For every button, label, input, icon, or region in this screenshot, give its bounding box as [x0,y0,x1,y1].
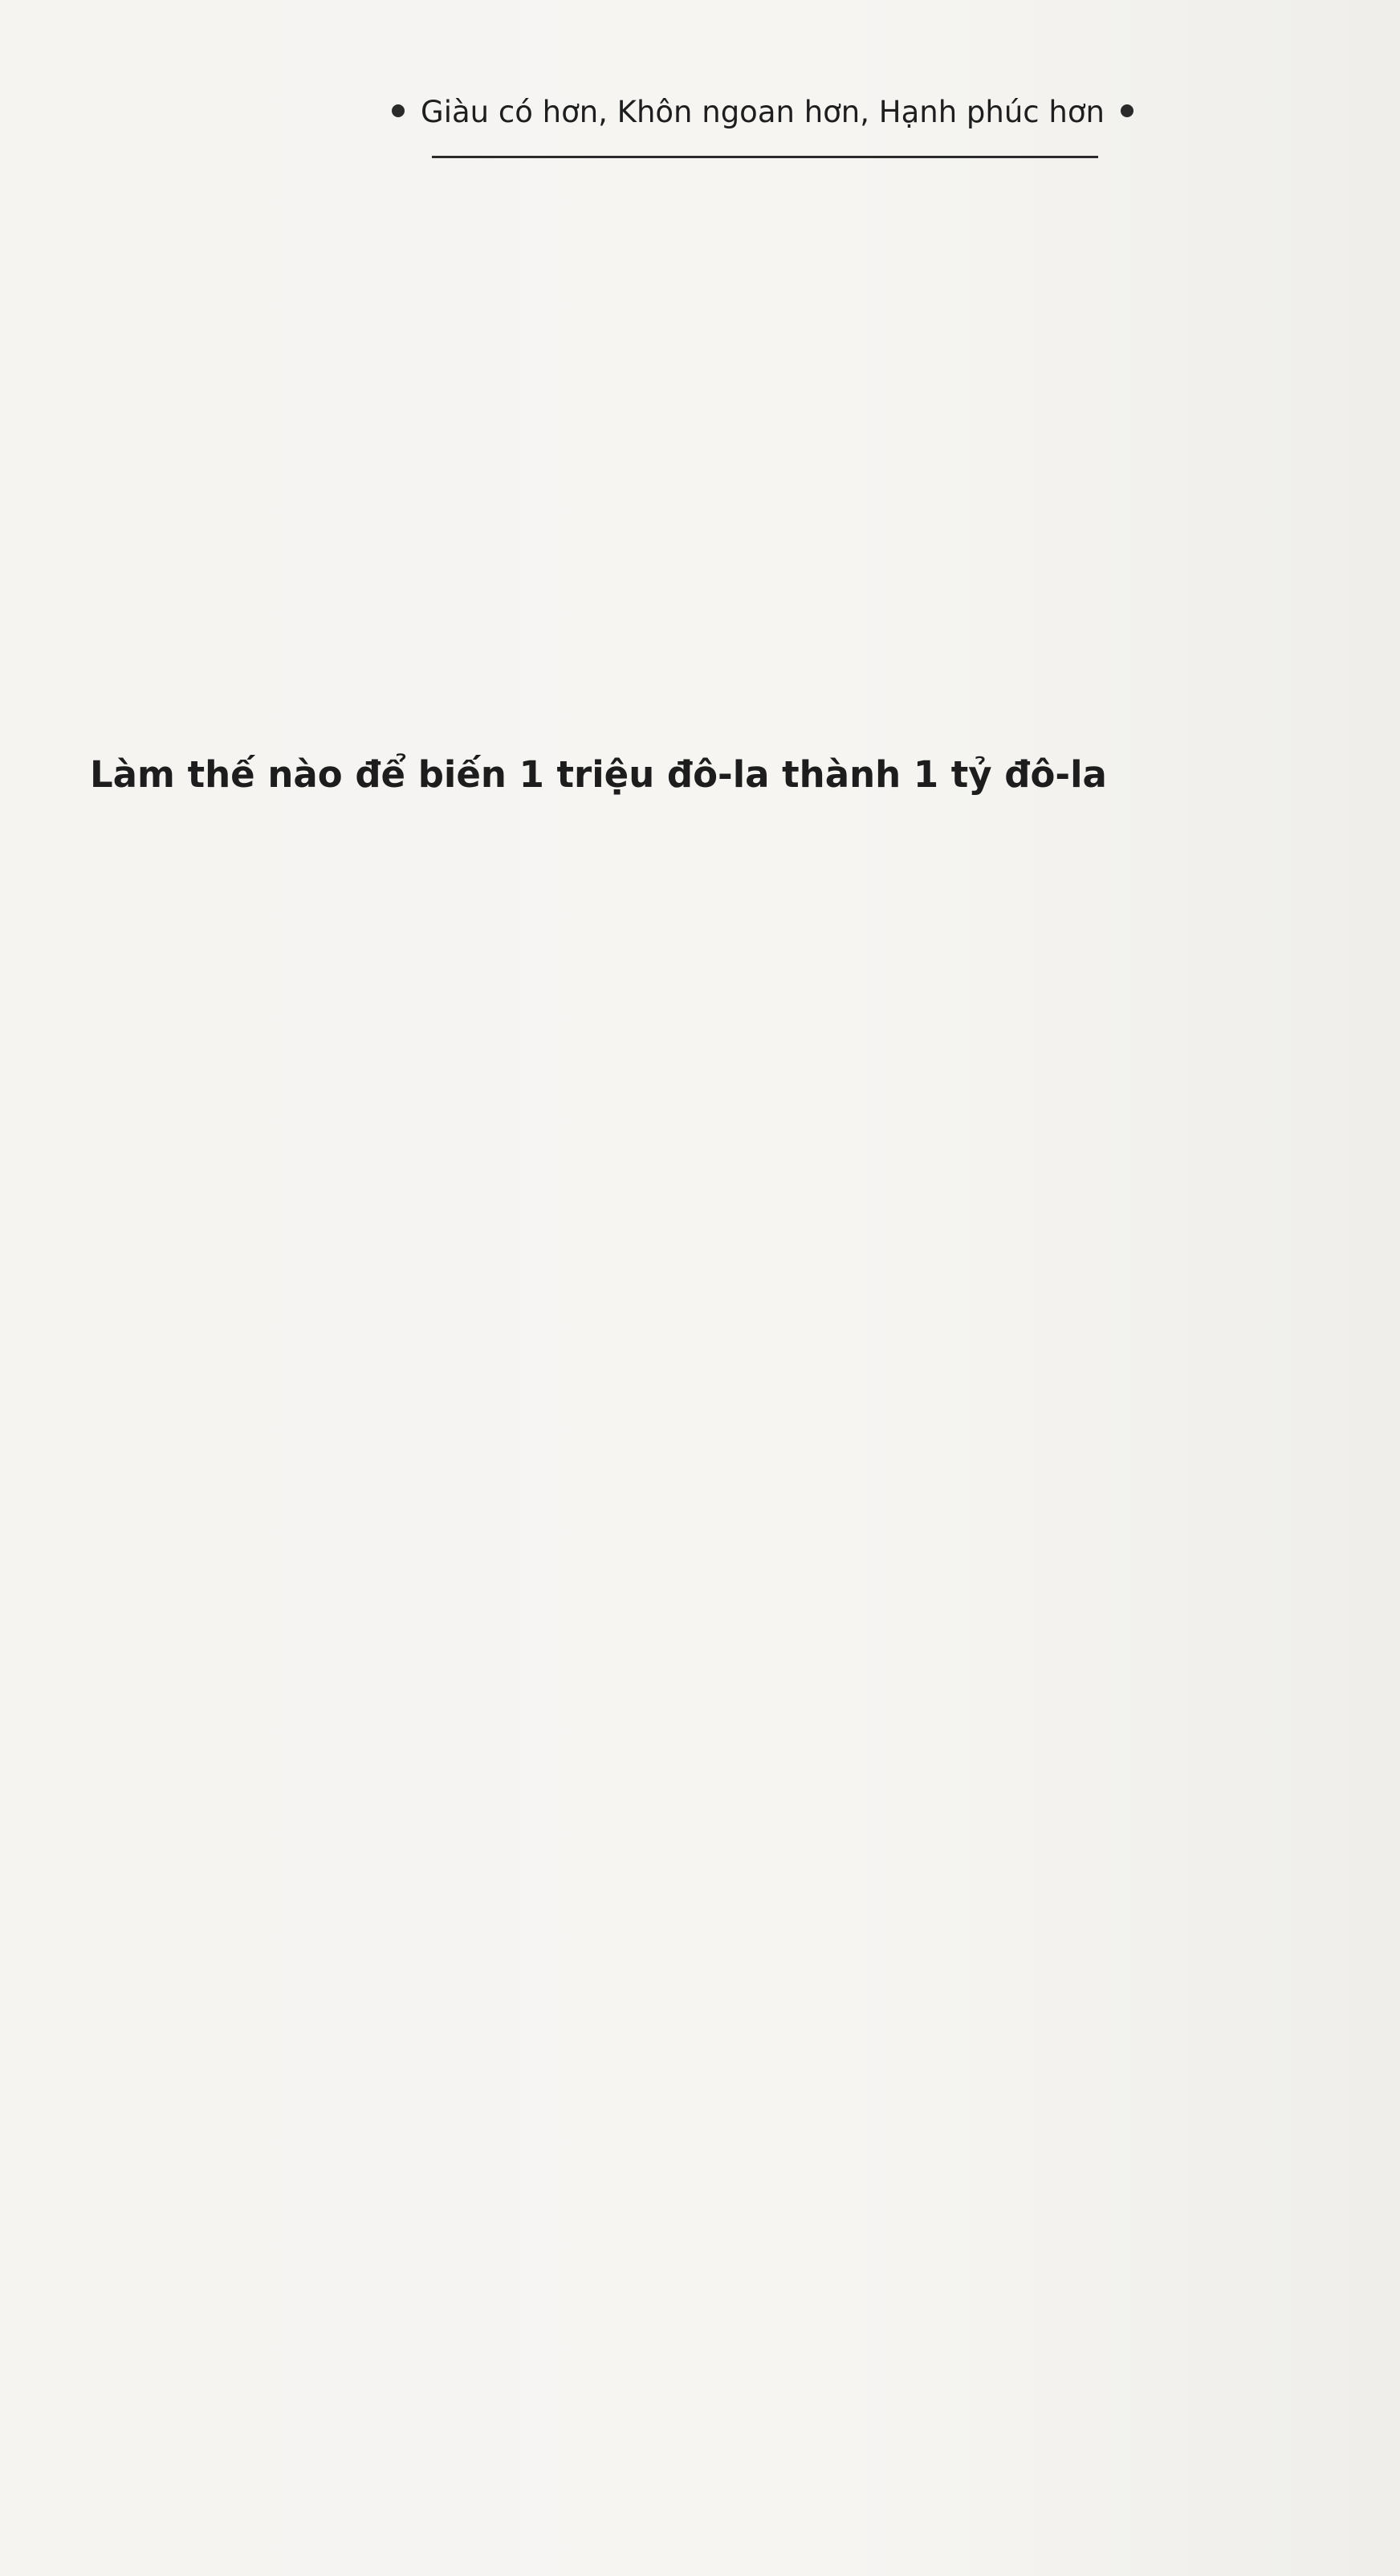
bullet-dot-right [1121,104,1133,117]
bullet-dot-left [392,104,405,117]
header-divider [432,156,1098,158]
running-header [345,95,1180,129]
running-title: Giàu có hơn, Khôn ngoan hơn, Hạnh phúc hơn [421,95,1105,129]
section-heading: Làm thế nào để biến 1 triệu đô-la thành 1 tỷ đô-la [90,753,1107,796]
